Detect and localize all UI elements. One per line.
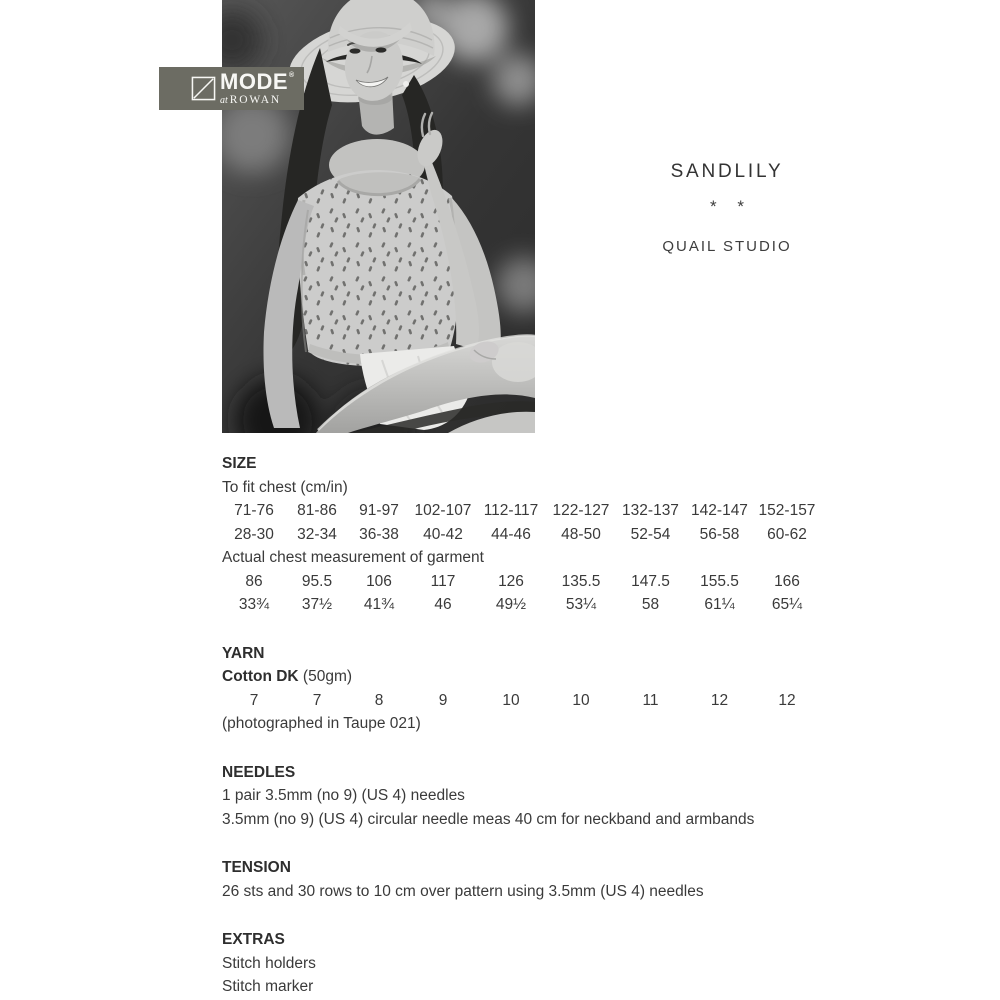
trademark-mark: ® xyxy=(289,71,295,79)
yarn-balls-value: 12 xyxy=(710,691,729,709)
actual-chest-in-value: 65¼ xyxy=(771,596,803,613)
model-photo xyxy=(222,0,535,433)
fit-chest-cm-row xyxy=(222,499,820,523)
actual-chest-cm-value: 86 xyxy=(245,572,263,590)
fit-chest-in-value: 28-30 xyxy=(234,525,274,543)
fit-chest-in-value: 60-62 xyxy=(767,525,807,543)
brand-subname: at ROWAN xyxy=(220,93,281,106)
actual-chest-cm-value: 135.5 xyxy=(561,572,601,590)
fit-chest-in-value: 40-42 xyxy=(423,525,463,543)
yarn-heading: YARN xyxy=(222,644,265,662)
yarn-balls-value: 7 xyxy=(312,691,322,709)
yarn-balls-value: 11 xyxy=(642,691,659,709)
yarn-balls-row xyxy=(222,689,820,713)
yarn-balls-value: 7 xyxy=(249,691,259,709)
model-photo-illustration xyxy=(222,0,535,433)
fit-chest-in-value: 32-34 xyxy=(297,525,337,543)
actual-chest-in-value: 41¾ xyxy=(363,596,395,613)
actual-chest-label: Actual chest measurement of garment xyxy=(222,549,484,566)
brand-logo xyxy=(159,67,304,110)
fit-chest-cm-value: 142-147 xyxy=(691,502,748,519)
brand-name: MODE® xyxy=(220,68,295,94)
fit-chest-cm-value: 112-117 xyxy=(483,502,539,519)
fit-chest-cm-value: 132-137 xyxy=(622,502,679,519)
fit-chest-in-row xyxy=(222,523,820,547)
fit-chest-in-value: 56-58 xyxy=(699,525,740,543)
needles-line-2: 3.5mm (no 9) (US 4) circular needle meas 40 cm for neckband and armbands xyxy=(222,810,755,828)
fit-chest-cm-value: 91-97 xyxy=(359,502,399,519)
difficulty-rating: * * xyxy=(710,197,752,216)
actual-chest-cm-value: 106 xyxy=(366,572,392,590)
fit-chest-cm-value: 152-157 xyxy=(758,502,816,519)
actual-chest-in-value: 61¼ xyxy=(704,596,735,613)
square-diagonal-icon xyxy=(191,76,216,101)
fit-chest-cm-value: 122-127 xyxy=(552,502,610,519)
extras-line-2: Stitch marker xyxy=(222,978,314,995)
yarn-shade-note: (photographed in Taupe 021) xyxy=(222,715,421,732)
actual-chest-cm-value: 95.5 xyxy=(301,572,333,590)
size-heading: SIZE xyxy=(222,455,257,472)
actual-chest-cm-row xyxy=(222,570,820,594)
actual-chest-in-value: 49½ xyxy=(495,596,527,613)
yarn-balls-value: 8 xyxy=(374,691,384,709)
actual-chest-in-value: 33¾ xyxy=(238,596,270,613)
yarn-balls-value: 9 xyxy=(438,691,448,709)
tension-line: 26 sts and 30 rows to 10 cm over pattern using 3.5mm (US 4) needles xyxy=(222,882,704,900)
needles-heading: NEEDLES xyxy=(222,763,296,781)
designer-name: QUAIL STUDIO xyxy=(662,238,792,255)
brand-logo-text xyxy=(220,68,295,107)
yarn-balls-value: 10 xyxy=(572,691,590,709)
actual-chest-cm-value: 126 xyxy=(498,572,524,590)
pattern-specs xyxy=(222,452,882,999)
yarn-name: Cotton DK xyxy=(222,668,299,685)
fit-chest-in-value: 44-46 xyxy=(491,525,531,543)
size-section xyxy=(222,452,882,617)
actual-chest-in-value: 58 xyxy=(641,596,660,613)
fit-chest-cm-value: 71-76 xyxy=(234,502,274,519)
needles-section xyxy=(222,761,882,832)
actual-chest-in-row xyxy=(222,593,820,617)
yarn-name-line xyxy=(222,665,882,689)
actual-chest-cm-value: 117 xyxy=(430,572,456,590)
fit-chest-in-value: 36-38 xyxy=(359,525,399,543)
tension-heading: TENSION xyxy=(222,859,291,876)
tension-section xyxy=(222,856,882,903)
extras-section xyxy=(222,928,882,999)
actual-chest-in-value: 46 xyxy=(434,596,452,613)
fit-chest-cm-value: 81-86 xyxy=(297,502,337,519)
yarn-balls-value: 12 xyxy=(778,691,796,709)
actual-chest-in-value: 37½ xyxy=(301,596,333,613)
yarn-section xyxy=(222,642,882,736)
needles-line-1: 1 pair 3.5mm (no 9) (US 4) needles xyxy=(222,787,465,804)
actual-chest-in-value: 53¼ xyxy=(565,596,597,613)
extras-line-1: Stitch holders xyxy=(222,954,316,972)
actual-chest-cm-value: 166 xyxy=(774,572,800,590)
fit-chest-cm-value: 102-107 xyxy=(414,502,472,519)
yarn-weight: (50gm) xyxy=(298,668,353,685)
yarn-balls-value: 10 xyxy=(502,691,520,709)
actual-chest-cm-value: 155.5 xyxy=(700,572,739,590)
extras-heading: EXTRAS xyxy=(222,931,285,948)
pattern-title: SANDLILY xyxy=(670,161,784,182)
actual-chest-cm-value: 147.5 xyxy=(631,572,670,590)
fit-chest-in-value: 52-54 xyxy=(630,525,671,543)
title-block xyxy=(552,161,902,256)
fit-chest-label: To fit chest (cm/in) xyxy=(222,478,348,496)
fit-chest-in-value: 48-50 xyxy=(561,525,601,543)
